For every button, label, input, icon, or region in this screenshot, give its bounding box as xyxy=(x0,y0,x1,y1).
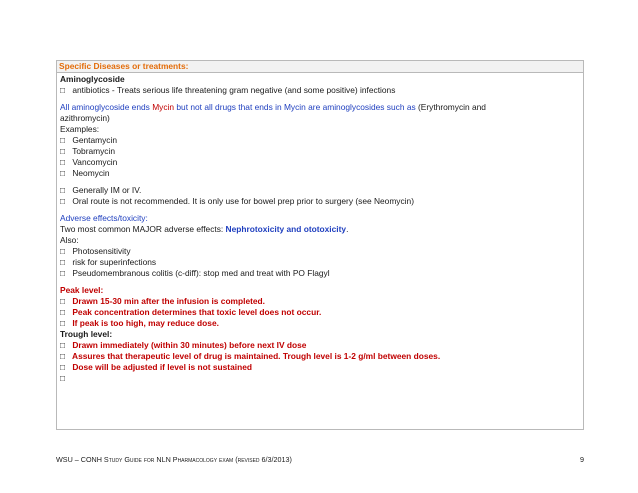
table-header: Specific Diseases or treatments: xyxy=(57,61,583,73)
list-item: □ Photosensitivity xyxy=(60,246,131,256)
list-item: □ Vancomycin xyxy=(60,157,118,167)
list-item: □ xyxy=(60,373,66,383)
section-title: Aminoglycoside xyxy=(60,74,125,84)
adverse-text: Two most common MAJOR adverse effects: Nephrotoxicity and ototoxicity. xyxy=(60,224,349,234)
list-item: □ Neomycin xyxy=(60,168,110,178)
list-item: □ Peak concentration determines that toxic level does not occur. xyxy=(60,307,322,317)
list-item: □ Tobramycin xyxy=(60,146,116,156)
list-item: □ Drawn 15-30 min after the infusion is completed. xyxy=(60,296,265,306)
list-item: □ Oral route is not recommended. It is only use for bowel prep prior to surgery (see Neomycin) xyxy=(60,196,414,206)
aminoglycoside-note-cont: azithromycin) xyxy=(60,113,110,123)
trough-label: Trough level: xyxy=(60,329,113,339)
footer-text: WSU – CONH Study Guide for NLN Pharmacology exam (revised 6/3/2013) xyxy=(56,455,292,464)
page-footer xyxy=(56,455,584,464)
also-label: Also: xyxy=(60,235,79,245)
list-item: □ Dose will be adjusted if level is not sustained xyxy=(60,362,252,372)
list-item: □ risk for superinfections xyxy=(60,257,157,267)
content-table xyxy=(56,60,584,430)
list-item: □ Drawn immediately (within 30 minutes) before next IV dose xyxy=(60,340,307,350)
page-number: 9 xyxy=(580,455,584,464)
table-body xyxy=(57,73,583,384)
list-item: □ If peak is too high, may reduce dose. xyxy=(60,318,219,328)
peak-label: Peak level: xyxy=(60,285,104,295)
examples-label: Examples: xyxy=(60,124,100,134)
list-item: □ Gentamycin xyxy=(60,135,118,145)
aminoglycoside-note: All aminoglycoside ends Mycin but not all drugs that ends in Mycin are aminoglycosides such as (Erythromycin and xyxy=(60,102,486,112)
list-item: □ antibiotics - Treats serious life threatening gram negative (and some positive) infections xyxy=(60,85,396,95)
list-item: □ Assures that therapeutic level of drug is maintained. Trough level is 1-2 g/ml between doses. xyxy=(60,351,441,361)
adverse-label: Adverse effects/toxicity: xyxy=(60,213,148,223)
list-item: □ Generally IM or IV. xyxy=(60,185,142,195)
list-item: □ Pseudomembranous colitis (c-diff): stop med and treat with PO Flagyl xyxy=(60,268,330,278)
checkbox-glyph: □ xyxy=(60,85,66,95)
